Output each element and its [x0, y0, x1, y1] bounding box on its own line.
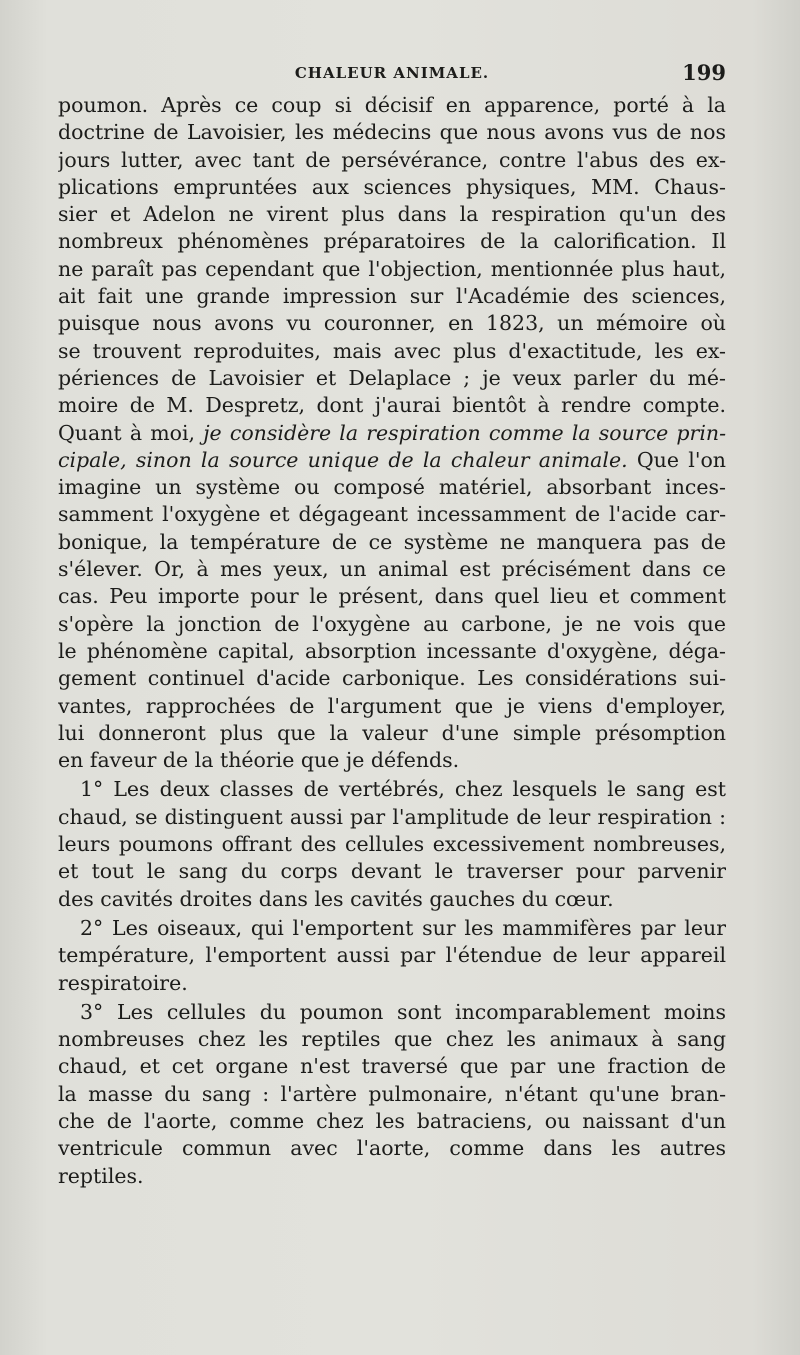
text-line: gement continuel d'acide carbonique. Les considérations sui- [58, 666, 726, 691]
body-text [58, 92, 726, 1190]
text-line: respiratoire. [58, 970, 188, 995]
text-line: nombreuses chez les reptiles que chez les animaux à sang [58, 1027, 726, 1052]
text-line: ventricule commun avec l'aorte, comme dans les autres [58, 1136, 726, 1161]
text-fragment: Quant à moi, [58, 420, 204, 445]
text-line: doctrine de Lavoisier, les médecins que nous avons vus de nos [58, 120, 726, 145]
text-line: plications empruntées aux sciences physiques, MM. Chaus- [58, 174, 726, 199]
text-line: imagine un système ou composé matériel, absorbant inces- [58, 475, 726, 500]
text-line: poumon. Après ce coup si décisif en apparence, porté à la [58, 93, 726, 117]
italic-text: je considère la respiration comme la source prin- [203, 420, 726, 445]
text-line: le phénomène capital, absorption incessante d'oxygène, déga- [58, 638, 726, 663]
text-line: jours lutter, avec tant de persévérance, contre l'abus des ex- [58, 147, 726, 172]
text-line: des cavités droites dans les cavités gauches du cœur. [58, 886, 614, 911]
text-line: sier et Adelon ne virent plus dans la respiration qu'un des [58, 202, 726, 227]
text-line: puisque nous avons vu couronner, en 1823, un mémoire où [58, 311, 726, 336]
text-line: température, l'emportent aussi par l'étendue de leur appareil [58, 943, 726, 968]
text-line: lui donneront plus que la valeur d'une simple présomption [58, 720, 726, 745]
text-line: en faveur de la théorie que je défends. [58, 748, 460, 773]
text-line: bonique, la température de ce système ne manquera pas de [58, 529, 726, 554]
text-line-italic [58, 420, 726, 447]
text-line: 1° Les deux classes de vertébrés, chez lesquels le sang est [80, 777, 726, 802]
text-line: la masse du sang : l'artère pulmonaire, n'étant qu'une bran- [58, 1081, 726, 1106]
text-line: samment l'oxygène et dégageant incessamment de l'acide car- [58, 502, 726, 527]
running-head [58, 58, 726, 90]
text-line: et tout le sang du corps devant le traverser pour parvenir [58, 859, 726, 884]
text-line: s'opère la jonction de l'oxygène au carbone, je ne vois que [58, 611, 726, 636]
text-line: ne paraît pas cependant que l'objection, mentionnée plus haut, [58, 256, 726, 281]
text-line: vantes, rapprochées de l'argument que je viens d'employer, [58, 693, 726, 718]
text-line: ait fait une grande impression sur l'Académie des sciences, [58, 284, 726, 309]
text-line: se trouvent reproduites, mais avec plus d'exactitude, les ex- [58, 338, 726, 363]
running-title: CHALEUR ANIMALE. [294, 64, 490, 82]
text-line: 2° Les oiseaux, qui l'emportent sur les mammifères par leur [80, 915, 726, 940]
text-line: leurs poumons offrant des cellules excessivement nombreuses, [58, 832, 726, 857]
text-line: che de l'aorte, comme chez les batraciens, ou naissant d'un [58, 1108, 726, 1133]
text-line: 3° Les cellules du poumon sont incomparablement moins [80, 999, 726, 1024]
text-line-italic [58, 447, 726, 474]
text-line: s'élever. Or, à mes yeux, un animal est précisément dans ce [58, 557, 726, 582]
text-line: reptiles. [58, 1163, 144, 1188]
text-line: cas. Peu importe pour le présent, dans quel lieu et comment [58, 584, 726, 609]
text-line: périences de Lavoisier et Delaplace ; je veux parler du mé- [58, 365, 726, 390]
text-line: nombreux phénomènes préparatoires de la calorification. Il [58, 229, 726, 254]
italic-text: cipale, sinon la source unique de la chaleur animale. [58, 447, 628, 472]
text-line: chaud, et cet organe n'est traversé que par une fraction de [58, 1054, 726, 1079]
page-number: 199 [682, 60, 726, 85]
text-line: moire de M. Despretz, dont j'aurai bientôt à rendre compte. [58, 393, 726, 418]
text-line: chaud, se distinguent aussi par l'amplitude de leur respiration : [58, 804, 726, 829]
text-fragment: Que l'on [627, 447, 726, 472]
